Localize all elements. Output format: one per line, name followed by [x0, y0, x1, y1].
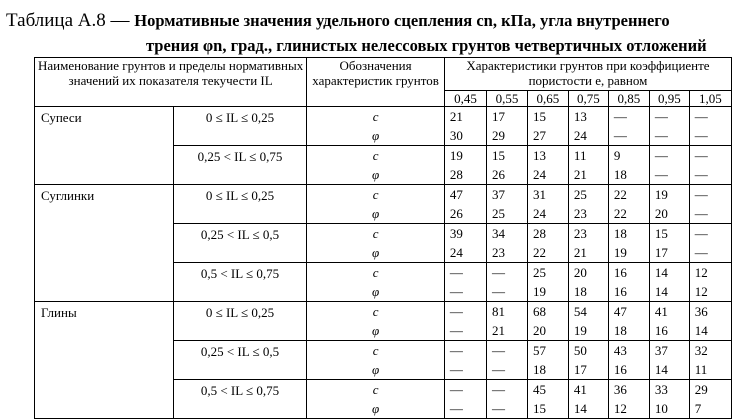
- value-cell: [444, 107, 486, 146]
- porosity-value: 0,85: [608, 91, 649, 107]
- friction-angle-symbol: φ: [371, 323, 380, 338]
- value-cell: [527, 185, 568, 224]
- value-cell: [649, 263, 689, 302]
- cohesion-value: 47: [613, 304, 627, 319]
- value-cell: [568, 185, 608, 224]
- value-cell: [527, 380, 568, 419]
- cohesion-value: 34: [491, 226, 505, 241]
- value-cell: [527, 341, 568, 380]
- cohesion-value: 15: [491, 148, 505, 163]
- value-cell: [649, 146, 689, 185]
- cohesion-value: 16: [613, 265, 627, 280]
- value-cell: [568, 224, 608, 263]
- friction-angle-symbol: φ: [371, 167, 380, 182]
- cohesion-value: 17: [491, 109, 505, 124]
- cohesion-symbol: c: [372, 226, 379, 241]
- value-cell: [649, 185, 689, 224]
- value-cell: [568, 341, 608, 380]
- friction-angle-value: —: [491, 401, 505, 416]
- cohesion-value: 18: [613, 226, 627, 241]
- porosity-value: 0,55: [486, 91, 527, 107]
- cohesion-symbol: c: [372, 304, 379, 319]
- porosity-value: 0,45: [444, 91, 486, 107]
- friction-angle-symbol: φ: [371, 284, 380, 299]
- liquidity-range: 0 ≤ IL ≤ 0,25: [173, 302, 307, 341]
- cohesion-value: —: [694, 109, 708, 124]
- friction-angle-symbol: φ: [371, 128, 380, 143]
- cohesion-value: —: [491, 343, 505, 358]
- cohesion-value: 9: [613, 148, 621, 163]
- value-cell: [689, 263, 731, 302]
- value-cell: [568, 146, 608, 185]
- friction-angle-value: —: [491, 284, 505, 299]
- value-cell: [689, 341, 731, 380]
- cohesion-value: 57: [532, 343, 546, 358]
- cohesion-value: 15: [654, 226, 668, 241]
- cohesion-value: 25: [532, 265, 546, 280]
- cohesion-value: 19: [654, 187, 668, 202]
- value-cell: [527, 263, 568, 302]
- value-cell: [486, 380, 527, 419]
- friction-angle-value: 29: [491, 128, 505, 143]
- table-row: [35, 185, 732, 224]
- table-title-label: Таблица А.8 —: [6, 10, 130, 31]
- value-cell: [649, 341, 689, 380]
- friction-angle-value: 22: [532, 245, 546, 260]
- header-characteristics: Характеристики грунтов при коэффициенте пористости e, равном: [444, 58, 731, 91]
- cohesion-symbol: c: [372, 265, 379, 280]
- liquidity-range: 0,25 < IL ≤ 0,5: [173, 341, 307, 380]
- cohesion-value: 14: [654, 265, 668, 280]
- friction-angle-value: 7: [694, 401, 702, 416]
- cohesion-value: —: [694, 187, 708, 202]
- friction-angle-value: 20: [654, 206, 668, 221]
- value-cell: [608, 341, 649, 380]
- friction-angle-value: 28: [449, 167, 463, 182]
- value-cell: [486, 224, 527, 263]
- value-cell: [649, 380, 689, 419]
- friction-angle-value: 22: [613, 206, 627, 221]
- friction-angle-value: —: [449, 401, 463, 416]
- friction-angle-value: 12: [694, 284, 708, 299]
- table-row: [35, 107, 732, 146]
- cohesion-value: 36: [613, 382, 627, 397]
- liquidity-range: 0,25 < IL ≤ 0,75: [173, 146, 307, 185]
- friction-angle-value: 24: [573, 128, 587, 143]
- value-cell: [608, 302, 649, 341]
- friction-angle-value: 21: [573, 167, 587, 182]
- cohesion-value: —: [449, 265, 463, 280]
- friction-angle-value: 15: [532, 401, 546, 416]
- value-cell: [527, 146, 568, 185]
- friction-angle-value: 25: [491, 206, 505, 221]
- porosity-value: 1,05: [689, 91, 731, 107]
- friction-angle-value: —: [491, 362, 505, 377]
- friction-angle-value: —: [694, 245, 708, 260]
- friction-angle-value: 14: [694, 323, 708, 338]
- value-cell: [608, 107, 649, 146]
- value-cell: [486, 107, 527, 146]
- value-cell: [568, 263, 608, 302]
- value-cell: [486, 302, 527, 341]
- friction-angle-value: —: [654, 128, 668, 143]
- friction-angle-value: 27: [532, 128, 546, 143]
- value-cell: [649, 107, 689, 146]
- cohesion-value: 68: [532, 304, 546, 319]
- friction-angle-value: 19: [573, 323, 587, 338]
- cohesion-value: —: [654, 109, 668, 124]
- cohesion-value: 37: [491, 187, 505, 202]
- cohesion-value: 13: [573, 109, 587, 124]
- cohesion-value: 25: [573, 187, 587, 202]
- friction-angle-value: —: [613, 128, 627, 143]
- value-cell: [608, 146, 649, 185]
- soil-name: Суглинки: [35, 185, 174, 302]
- friction-angle-value: 17: [654, 245, 668, 260]
- friction-angle-value: —: [694, 167, 708, 182]
- symbol-cell: [307, 146, 445, 185]
- friction-angle-symbol: φ: [371, 245, 380, 260]
- cohesion-symbol: c: [372, 109, 379, 124]
- friction-angle-value: 16: [613, 284, 627, 299]
- value-cell: [689, 302, 731, 341]
- symbol-cell: [307, 341, 445, 380]
- friction-angle-value: —: [449, 284, 463, 299]
- friction-angle-value: 16: [654, 323, 668, 338]
- porosity-value: 0,65: [527, 91, 568, 107]
- value-cell: [444, 185, 486, 224]
- friction-angle-value: 19: [613, 245, 627, 260]
- value-cell: [527, 107, 568, 146]
- symbol-cell: [307, 185, 445, 224]
- friction-angle-symbol: φ: [371, 362, 380, 377]
- cohesion-value: 29: [694, 382, 708, 397]
- cohesion-value: —: [449, 343, 463, 358]
- friction-angle-value: 18: [613, 167, 627, 182]
- cohesion-symbol: c: [372, 148, 379, 163]
- cohesion-value: 12: [694, 265, 708, 280]
- cohesion-value: 41: [654, 304, 668, 319]
- symbol-cell: [307, 224, 445, 263]
- friction-angle-value: —: [449, 323, 463, 338]
- value-cell: [444, 380, 486, 419]
- cohesion-value: 43: [613, 343, 627, 358]
- value-cell: [608, 263, 649, 302]
- header-symbol: Обозначения характеристик грунтов: [307, 58, 445, 107]
- value-cell: [444, 341, 486, 380]
- cohesion-value: 47: [449, 187, 463, 202]
- cohesion-value: 15: [532, 109, 546, 124]
- cohesion-value: 31: [532, 187, 546, 202]
- friction-angle-value: 21: [573, 245, 587, 260]
- cohesion-value: 81: [491, 304, 505, 319]
- porosity-value: 0,95: [649, 91, 689, 107]
- value-cell: [689, 146, 731, 185]
- value-cell: [486, 263, 527, 302]
- friction-angle-value: 18: [573, 284, 587, 299]
- value-cell: [568, 380, 608, 419]
- value-cell: [444, 224, 486, 263]
- cohesion-value: —: [491, 265, 505, 280]
- cohesion-value: 54: [573, 304, 587, 319]
- value-cell: [444, 146, 486, 185]
- liquidity-range: 0,5 < IL ≤ 0,75: [173, 380, 307, 419]
- friction-angle-value: —: [449, 362, 463, 377]
- cohesion-value: —: [449, 304, 463, 319]
- value-cell: [689, 224, 731, 263]
- friction-angle-value: 11: [694, 362, 708, 377]
- cohesion-value: 33: [654, 382, 668, 397]
- value-cell: [608, 224, 649, 263]
- friction-angle-value: 12: [613, 401, 627, 416]
- friction-angle-value: 24: [449, 245, 463, 260]
- value-cell: [486, 146, 527, 185]
- friction-angle-value: 18: [532, 362, 546, 377]
- value-cell: [444, 263, 486, 302]
- cohesion-value: 32: [694, 343, 708, 358]
- liquidity-range: 0,5 < IL ≤ 0,75: [173, 263, 307, 302]
- value-cell: [527, 302, 568, 341]
- cohesion-value: 19: [449, 148, 463, 163]
- friction-angle-value: 19: [532, 284, 546, 299]
- liquidity-range: 0 ≤ IL ≤ 0,25: [173, 185, 307, 224]
- cohesion-symbol: c: [372, 343, 379, 358]
- value-cell: [649, 302, 689, 341]
- value-cell: [689, 380, 731, 419]
- value-cell: [486, 185, 527, 224]
- cohesion-value: 28: [532, 226, 546, 241]
- friction-angle-value: 24: [532, 167, 546, 182]
- friction-angle-value: 10: [654, 401, 668, 416]
- friction-angle-value: 16: [613, 362, 627, 377]
- value-cell: [649, 224, 689, 263]
- symbol-cell: [307, 263, 445, 302]
- symbol-cell: [307, 302, 445, 341]
- symbol-cell: [307, 107, 445, 146]
- value-cell: [689, 185, 731, 224]
- friction-angle-value: 26: [491, 167, 505, 182]
- cohesion-value: —: [491, 382, 505, 397]
- cohesion-value: 45: [532, 382, 546, 397]
- friction-angle-value: 26: [449, 206, 463, 221]
- cohesion-value: 39: [449, 226, 463, 241]
- friction-angle-value: 14: [654, 362, 668, 377]
- value-cell: [689, 107, 731, 146]
- cohesion-value: 13: [532, 148, 546, 163]
- cohesion-value: —: [654, 148, 668, 163]
- cohesion-value: 20: [573, 265, 587, 280]
- porosity-value: 0,75: [568, 91, 608, 107]
- cohesion-value: 36: [694, 304, 708, 319]
- table-title: [6, 10, 670, 32]
- cohesion-value: 37: [654, 343, 668, 358]
- cohesion-symbol: c: [372, 187, 379, 202]
- cohesion-value: 50: [573, 343, 587, 358]
- cohesion-value: 11: [573, 148, 587, 163]
- friction-angle-value: 18: [613, 323, 627, 338]
- liquidity-range: 0,25 < IL ≤ 0,5: [173, 224, 307, 263]
- cohesion-value: 23: [573, 226, 587, 241]
- friction-angle-value: 14: [573, 401, 587, 416]
- value-cell: [444, 302, 486, 341]
- table-title-line2: трения φn, град., глинистых нелессовых грунтов четвертичных отложений: [146, 36, 707, 55]
- friction-angle-value: 30: [449, 128, 463, 143]
- value-cell: [568, 107, 608, 146]
- value-cell: [608, 185, 649, 224]
- friction-angle-value: 14: [654, 284, 668, 299]
- friction-angle-symbol: φ: [371, 206, 380, 221]
- liquidity-range: 0 ≤ IL ≤ 0,25: [173, 107, 307, 146]
- soil-name: Супеси: [35, 107, 174, 185]
- friction-angle-value: —: [694, 206, 708, 221]
- cohesion-value: —: [449, 382, 463, 397]
- table-title-line1: Нормативные значения удельного сцепления cn, кПа, угла внутреннего: [134, 11, 670, 30]
- cohesion-value: 41: [573, 382, 587, 397]
- soil-name: Глины: [35, 302, 174, 419]
- friction-angle-value: 17: [573, 362, 587, 377]
- value-cell: [486, 341, 527, 380]
- friction-angle-value: 23: [573, 206, 587, 221]
- friction-angle-value: 21: [491, 323, 505, 338]
- cohesion-symbol: c: [372, 382, 379, 397]
- friction-angle-value: 23: [491, 245, 505, 260]
- friction-angle-value: 24: [532, 206, 546, 221]
- cohesion-value: 22: [613, 187, 627, 202]
- friction-angle-value: —: [694, 128, 708, 143]
- symbol-cell: [307, 380, 445, 419]
- cohesion-value: 21: [449, 109, 463, 124]
- cohesion-value: —: [694, 226, 708, 241]
- soil-properties-table: [34, 57, 732, 419]
- friction-angle-value: 20: [532, 323, 546, 338]
- table-row: [35, 302, 732, 341]
- cohesion-value: —: [613, 109, 627, 124]
- cohesion-value: —: [694, 148, 708, 163]
- value-cell: [527, 224, 568, 263]
- value-cell: [568, 302, 608, 341]
- value-cell: [608, 380, 649, 419]
- friction-angle-value: —: [654, 167, 668, 182]
- table-body: [35, 107, 732, 419]
- header-soil-name: Наименование грунтов и пределы нормативных значений их показателя текучести IL: [35, 58, 307, 107]
- friction-angle-symbol: φ: [371, 401, 380, 416]
